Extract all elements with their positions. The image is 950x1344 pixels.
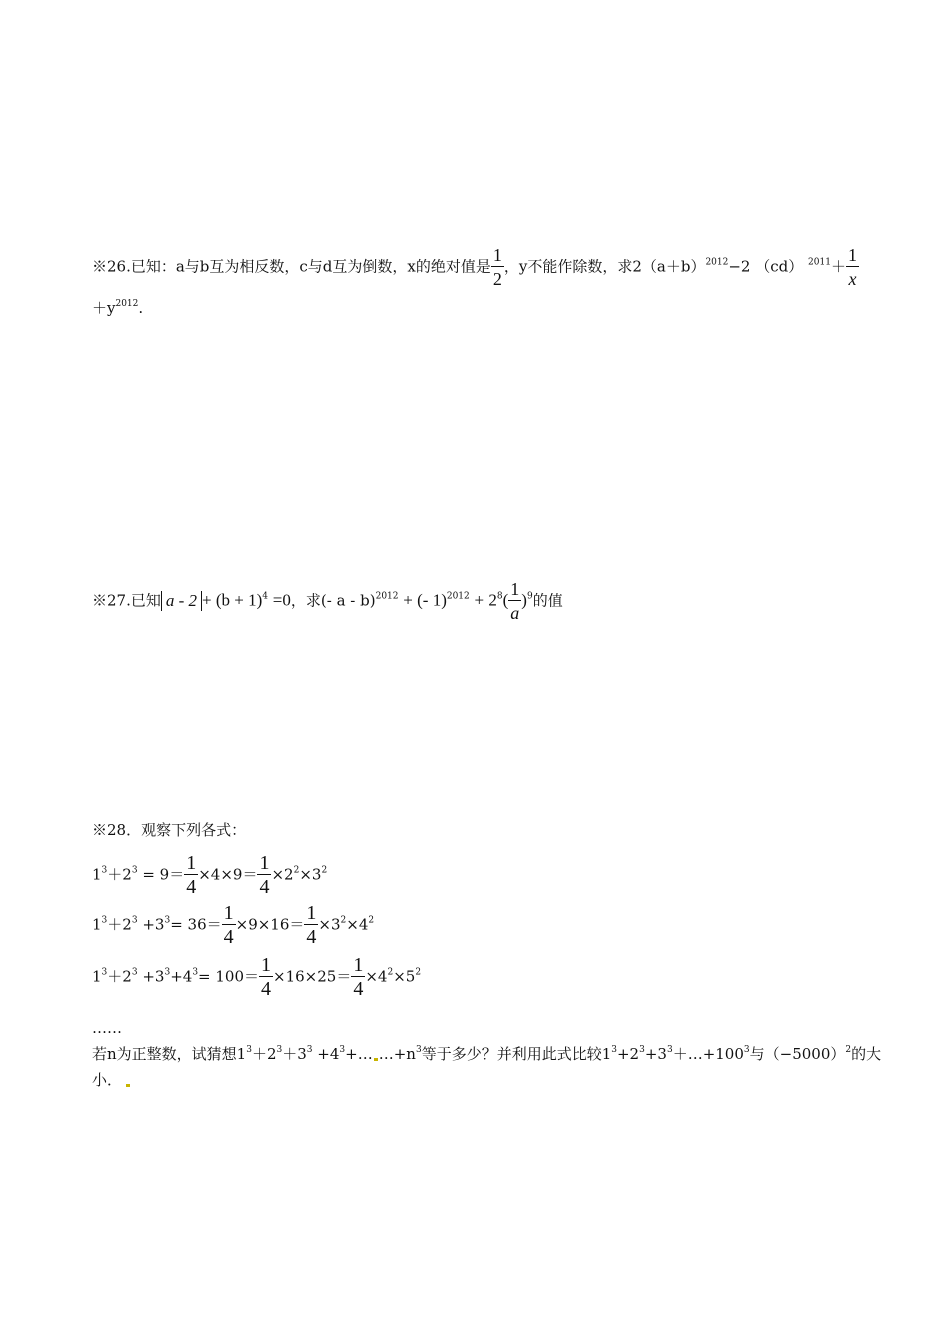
q27-ask: ，求(- a - b) [290, 591, 376, 610]
q28-r3-frac2 [351, 954, 365, 1001]
q28-r2-frac1 [222, 902, 236, 949]
q28-r2-b: ＋2 [107, 915, 132, 934]
q28-r2-s3: 3 [164, 915, 171, 926]
q28-r3-s5: 2 [387, 967, 394, 978]
q28-r3-f1d: 4 [261, 978, 272, 1000]
q28-p-s4: 3 [339, 1045, 346, 1055]
q28-r1-c: = 9＝ [137, 865, 185, 884]
q28-r2-g: ×4 [346, 915, 369, 934]
q27-prefix: ※27.已知 [92, 591, 161, 610]
yellow-mark-icon-2 [126, 1084, 130, 1087]
q26-fraction-half [491, 244, 504, 291]
q28-r2-frac2 [304, 902, 318, 949]
q26-prefix: ※26.已知：a与b互为相反数，c与d互为倒数，x的绝对值是 [92, 257, 491, 276]
q27-fraction-1-over-a [508, 578, 521, 625]
q26-mid2: −2 （cd） [728, 257, 804, 276]
q28-r3-s2: 3 [131, 967, 138, 978]
q27-eq0: =0 [272, 590, 291, 610]
q28-r3-c: +3 [137, 967, 165, 986]
q28-p-j: ＋…+100 [672, 1045, 744, 1063]
q28-p-s3: 3 [306, 1045, 313, 1055]
q28-r2-a: 1 [92, 915, 102, 934]
q28-r3-f2d: 4 [353, 978, 364, 1000]
q28-p-e: +… [345, 1045, 373, 1063]
q28-r2-s2: 3 [131, 915, 138, 926]
q28-r2-s1: 3 [101, 915, 108, 926]
q28-r3-b: ＋2 [107, 967, 132, 986]
q28-p-line2: 小． [92, 1071, 123, 1089]
q28-p-f: …+n [378, 1045, 416, 1063]
q28-r2-f: ×3 [318, 915, 341, 934]
q28-r2-e: ×9×16＝ [235, 915, 305, 934]
q28-r1-e: ×2 [271, 865, 294, 884]
q28-r1-a: 1 [92, 865, 102, 884]
q28-r1-f1d: 4 [186, 876, 197, 898]
q28-ellipsis: …… [92, 1019, 122, 1037]
q28-r2-f1n: 1 [223, 902, 234, 924]
q26-plus: ＋ [830, 257, 846, 276]
q26-exp2: 2011 [808, 257, 831, 268]
q28-r3-h: ×5 [393, 967, 416, 986]
q28-r3-f2n: 1 [353, 954, 364, 976]
q28-p-i: +3 [644, 1045, 667, 1063]
q28-r2-d: = 36＝ [170, 915, 222, 934]
q28-r1-frac2 [257, 852, 271, 899]
q28-r2-s4: 2 [340, 915, 347, 926]
q28-title: ※28．观察下列各式： [92, 821, 247, 839]
q28-r1-b: ＋2 [107, 865, 132, 884]
q26-mid: ，y不能作除数，求2（a＋b） [503, 257, 706, 276]
q28-r1-f2d: 4 [259, 876, 270, 898]
q27-exp4: 4 [262, 591, 269, 602]
q28-p-s10: 2 [845, 1045, 852, 1055]
q27-plus3: + 2 [474, 590, 497, 610]
q28-r1-f1n: 1 [186, 852, 197, 874]
q27-abs-expr: a - 2 [161, 591, 202, 611]
q28-r1-d: ×4×9＝ [198, 865, 258, 884]
q27-exp8: 8 [496, 591, 503, 602]
q28-r2-f1d: 4 [223, 926, 234, 948]
q28-row3 [92, 954, 421, 1001]
q28-p-g: 等于多少？并利用此式比较1 [421, 1045, 612, 1063]
q27-paren-open: ( [502, 590, 509, 610]
q27-plus1: + (b + 1) [202, 590, 263, 610]
q28-r3-a: 1 [92, 967, 102, 986]
q28-p-s6: 3 [611, 1045, 617, 1055]
yellow-mark-icon [374, 1058, 378, 1061]
q28-r1-s4: 2 [321, 865, 328, 876]
q27-frac-den: a [510, 603, 520, 623]
q28-p-s1: 3 [246, 1045, 252, 1055]
q28-r1-s1: 3 [101, 865, 108, 876]
q27-exp9: 9 [526, 591, 533, 602]
q28-r3-s3: 3 [164, 967, 171, 978]
q28-p-s9: 3 [743, 1045, 750, 1055]
q28-r3-s6: 2 [415, 967, 422, 978]
q28-r3-s1: 3 [101, 967, 108, 978]
q26-frac2-den: x [848, 269, 857, 289]
q26-line2-exp: 2012 [115, 299, 139, 309]
q26-exp1: 2012 [705, 257, 729, 268]
q28-p-a: 若n为正整数，试猜想1 [92, 1045, 247, 1063]
q28-p-h: +2 [616, 1045, 640, 1063]
q28-p-l: 的大 [851, 1045, 882, 1063]
q26-line2-a: ＋y [92, 299, 116, 317]
q28-r3-frac1 [259, 954, 273, 1001]
q27-tail: 的值 [532, 591, 563, 610]
q28-row1 [92, 852, 327, 899]
q28-r2-f2n: 1 [306, 902, 317, 924]
q28-r3-f1n: 1 [261, 954, 272, 976]
q28-r3-g: ×4 [365, 967, 388, 986]
q28-r3-e: = 100＝ [198, 967, 260, 986]
q28-p-s2: 3 [276, 1045, 283, 1055]
q28-r1-s2: 3 [131, 865, 138, 876]
q28-p-d: +4 [312, 1045, 340, 1063]
q28-para-line2 [92, 1070, 131, 1090]
q28-p-s7: 3 [639, 1045, 645, 1055]
q26-frac-num: 1 [492, 245, 502, 265]
q28-r1-s3: 2 [293, 865, 300, 876]
q26-line2 [92, 298, 143, 318]
q28-r2-s5: 2 [368, 915, 375, 926]
q28-p-k: 与（−5000） [749, 1045, 846, 1063]
q28-r2-f2d: 4 [306, 926, 317, 948]
q28-r1-f: ×3 [299, 865, 322, 884]
q28-r3-f: ×16×25＝ [273, 967, 352, 986]
q28-p-c: ＋3 [282, 1045, 307, 1063]
q28-p-s5: 3 [415, 1045, 422, 1055]
q27-frac-num: 1 [510, 579, 520, 599]
q26-frac-den: 2 [492, 269, 502, 289]
q28-r3-d: +4 [170, 967, 193, 986]
q26-line1 [92, 244, 859, 291]
q28-para-line1 [92, 1044, 881, 1064]
q28-r2-c: +3 [137, 915, 165, 934]
q27-exp2012a: 2012 [375, 591, 399, 602]
q28-p-s8: 3 [666, 1045, 673, 1055]
q26-fraction-1-over-x [846, 244, 859, 291]
q28-r1-f2n: 1 [259, 852, 270, 874]
q28-row2 [92, 902, 374, 949]
q27-paren-close: ) [521, 590, 527, 610]
q26-frac2-num: 1 [847, 245, 857, 265]
q28-r1-frac1 [184, 852, 198, 899]
q27-line [92, 578, 563, 625]
q28-r3-s4: 3 [192, 967, 199, 978]
q27-exp2012b: 2012 [446, 591, 470, 602]
q26-line2-end: . [138, 299, 144, 317]
q28-p-b: ＋2 [251, 1045, 277, 1063]
q27-plus2: + (- 1) [403, 590, 447, 610]
